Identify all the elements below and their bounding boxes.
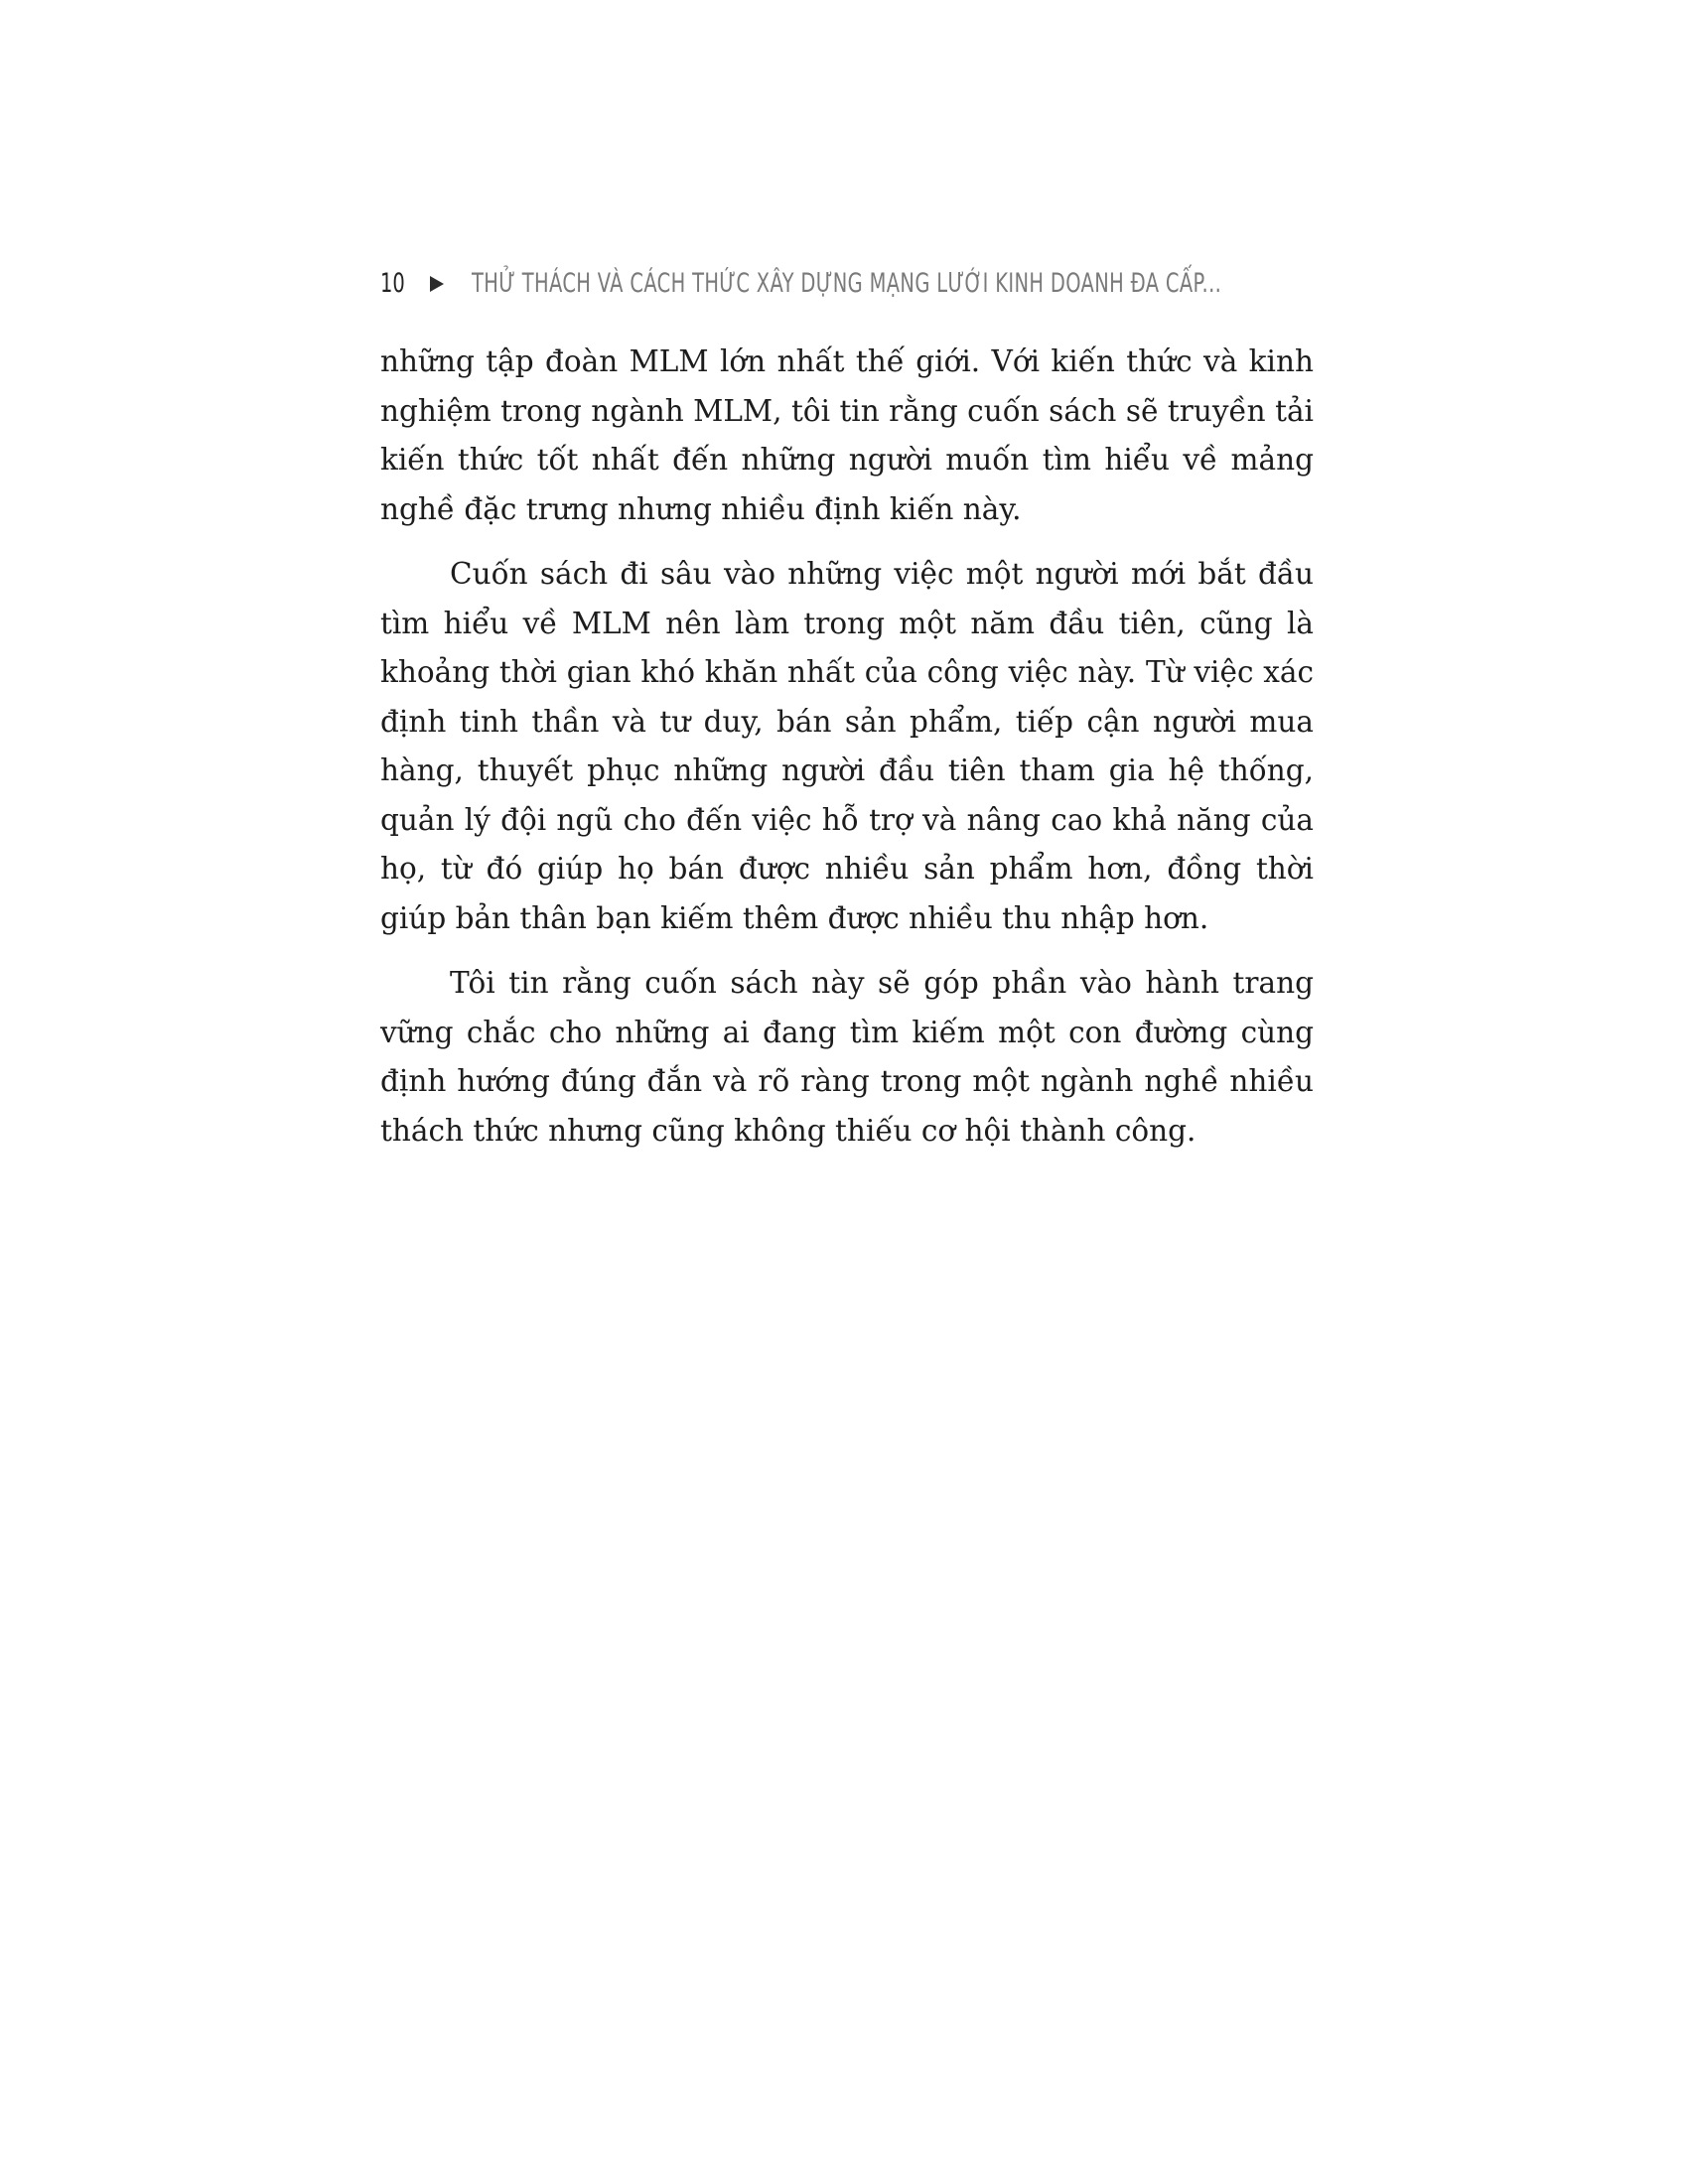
running-title: THỬ THÁCH VÀ CÁCH THỨC XÂY DỰNG MẠNG LƯỚI KINH DOANH ĐA CẤP... — [472, 268, 1222, 299]
triangle-right-icon — [430, 276, 444, 292]
body-text — [380, 338, 1314, 1171]
paragraph-2: Cuốn sách đi sâu vào những việc một người mới bắt đầu tìm hiểu về MLM nên làm trong một năm đầu tiên, cũng là khoảng thời gian khó khăn nhất của công việc này. Từ việc xác định tinh thần và tư duy, bán sản phẩm, tiếp cận người mua hàng, thuyết phục những người đầu tiên tham gia hệ thống, quản lý đội ngũ cho đến việc hỗ trợ và nâng cao khả năng của họ, từ đó giúp họ bán được nhiều sản phẩm hơn, đồng thời giúp bản thân bạn kiếm thêm được nhiều thu nhập hơn. — [380, 557, 1314, 935]
paragraph-3: Tôi tin rằng cuốn sách này sẽ góp phần vào hành trang vững chắc cho những ai đang tìm kiếm một con đường cùng định hướng đúng đắn và rõ ràng trong một ngành nghề nhiều thách thức nhưng cũng không thiếu cơ hội thành công. — [380, 966, 1314, 1148]
page-number: 10 — [380, 268, 405, 299]
paragraph-1: những tập đoàn MLM lớn nhất thế giới. Với kiến thức và kinh nghiệm trong ngành MLM, tôi tin rằng cuốn sách sẽ truyền tải kiến thức tốt nhất đến những người muốn tìm hiểu về mảng nghề đặc trưng nhưng nhiều định kiến này. — [380, 344, 1314, 526]
running-header — [380, 268, 1314, 299]
